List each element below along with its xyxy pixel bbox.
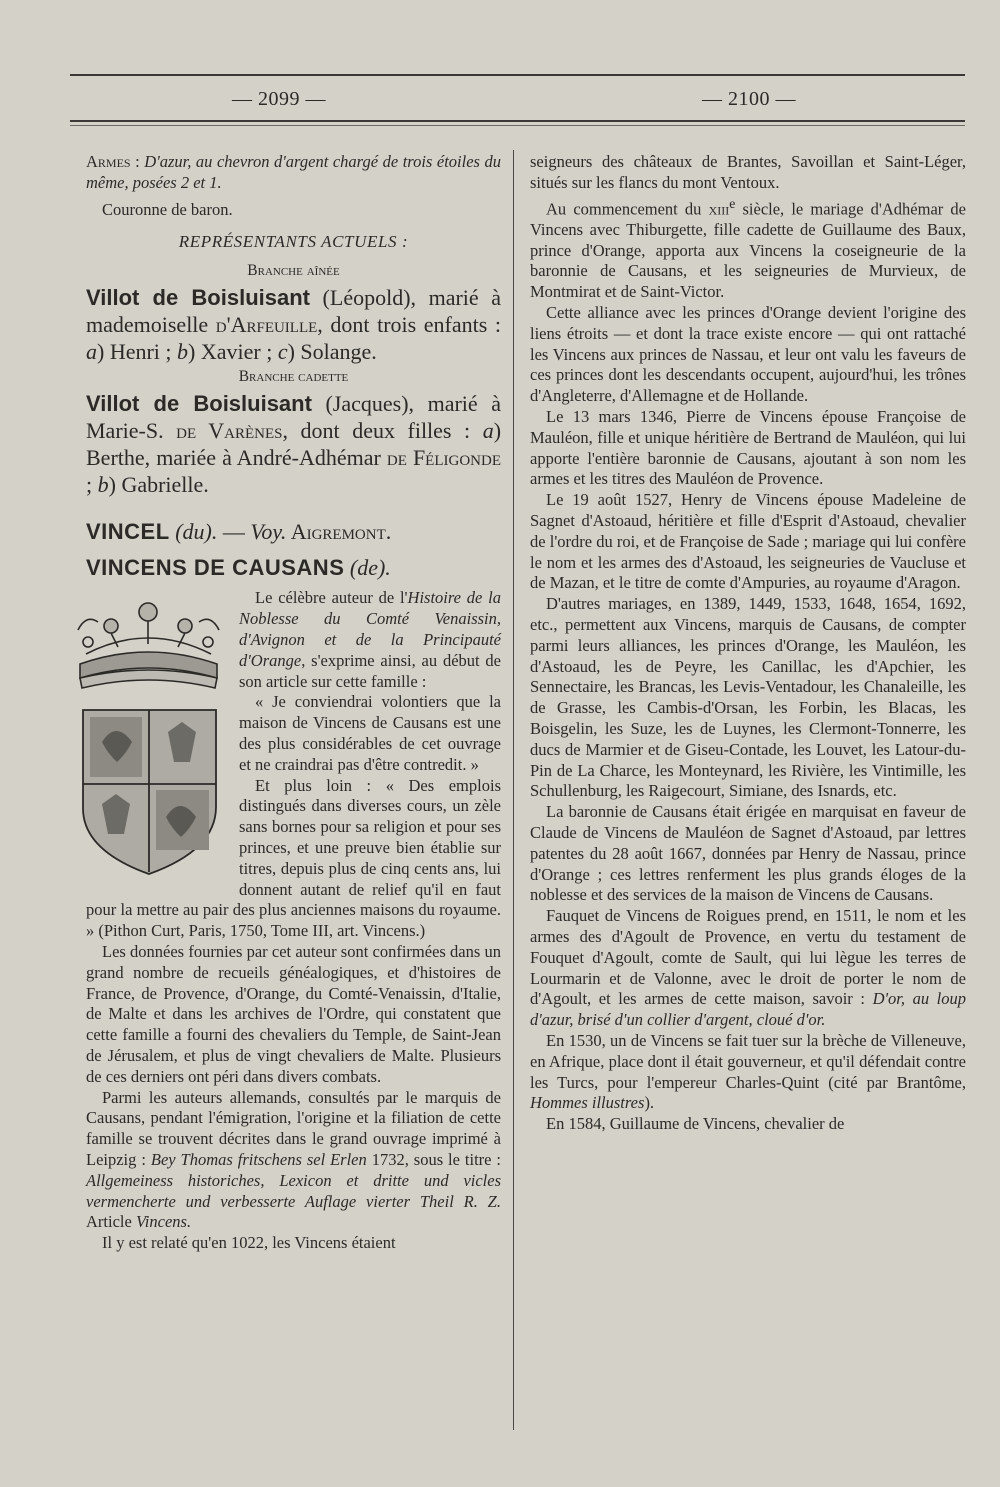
right-p9: En 1530, un de Vincens se fait tuer sur la brèche de Villeneuve, en Afrique, place dont il était gouverneur, et qu'il défendait contre les Turcs, pour l'empereur Charles-Quint (cité par Brantôme, Hommes illustres). (530, 1030, 966, 1113)
right-column (530, 152, 966, 1135)
armes-paragraph: Armes : D'azur, au chevron d'argent chargé de trois étoiles du même, posées 2 et 1. (86, 152, 501, 192)
vincens-heading: VINCENS DE CAUSANS (de). (86, 555, 391, 581)
branche-ainee: Branche aînée (247, 262, 340, 280)
header-rule-thin (70, 125, 965, 126)
right-p2: Au commencement du xiii$^e$ siècle, le mariage d'Adhémar de Vincens avec Thiburgette, fille cadette de Guillaume des Baux, prince d'Orange, apporta aux Vincens la coseigneurie de la baronnie de Causans, et les seigneuries de Murvieux, de Montmirat et de Saint-Victor. (530, 195, 967, 302)
right-page-number: — 2100 — (702, 88, 796, 110)
header-rule (70, 120, 965, 122)
villot-jacques-entry: Villot de Boisluisant (Jacques), marié à Marie-S. de Varènes, dont deux filles : a) Berthe, mariée à André-Adhémar de Féligonde ; b) Gabrielle. (86, 391, 502, 498)
last-line-left: Il y est relaté qu'en 1022, les Vincens étaient (102, 1233, 396, 1253)
coat-of-arms-icon (66, 592, 231, 882)
villot-leopold-entry: Villot de Boisluisant (Léopold), marié à mademoiselle d'Arfeuille, dont trois enfants : a) Henri ; b) Xavier ; c) Solange. (86, 285, 502, 365)
right-p4: Le 13 mars 1346, Pierre de Vincens épouse Françoise de Mauléon, fille et unique héritière de Bertrand de Mauléon, qui lui apporte l'entière baronnie de Causans, ajoutant à son nom les armes et les titres des Mauléon de Provence. (530, 407, 966, 489)
vincel-heading: VINCEL (du). — Voy. Aigremont. (86, 519, 392, 545)
coat-of-arms (66, 592, 231, 882)
representants-heading: REPRÉSENTANTS ACTUELS : (178, 232, 409, 252)
branche-cadette: Branche cadette (238, 368, 349, 386)
left-page-number: — 2099 — (232, 88, 326, 110)
right-p6: D'autres mariages, en 1389, 1449, 1533, 1648, 1654, 1692, etc., permettent aux Vincens, marquis de Causans, de compter parmi leurs alliances, les princes d'Orange, les Mauléon, les d'Astoaud, les de Peyre, les Canillac, les d'Apchier, les Sennectaire, les Brancas, les Levis-Ventadour, les Chanaleille, les de Grasse, les Cambis-d'Orsan, les Forbin, les Blacas, les Boisgelin, les Suze, les de Luynes, les Clermont-Tonnerre, les ducs de Marmier et de Giseu-Contade, les Louvet, les Latour-du-Pin de La Charce, les Monteynard, les Rivière, les Vintimille, les Schullenburg, les Raigecourt, Simiane, des Isnards, etc. (530, 594, 966, 801)
left-column (86, 152, 501, 1254)
quote-two: Et plus loin : « Des emplois distingués dans diverses cours, un zèle sans bornes pour sa religion et pour ses princes, et une preuve bien établie sur titres, depuis plus de cinq cents ans, lui donnent autant de relief qu'il en faut pour la mettre au pair des plus anciennes maisons du royaume. » (Pithon Curt, Paris, 1750, Tome III, art. Vincens.) (86, 775, 501, 941)
right-p1: seigneurs des châteaux de Brantes, Savoillan et Saint-Léger, situés sur les flancs du mont Ventoux. (530, 152, 966, 192)
right-p3: Cette alliance avec les princes d'Orange devient l'origine des liens étroits — et dont la trace existe encore — qui ont rattaché les Vincens aux princes de Nassau, et leur ont valu les faveurs de ces princes dont les descendants occupent, aujourd'hui, les trônes d'Angleterre, d'Allemagne et de Hollande. (530, 303, 966, 406)
right-p8: Fauquet de Vincens de Roigues prend, en 1511, le nom et les armes des d'Agoult de Provence, en vertu du testament de Fouquet d'Agoult, comte de Sault, qui lui lègue les terres de Lourmarin et de Valonne, avec le droit de porter le nom de d'Agoult, et les armes de cette maison, savoir : D'or, au loup d'azur, brisé d'un collier d'argent, cloué d'or. (530, 906, 966, 1030)
donnees-paragraph: Les données fournies par cet auteur sont confirmées dans un grand nombre de recueils généalogiques, et d'histoires de France, de Provence, d'Orange, du Comté-Venaissin, d'Italie, de Malte et dans les archives de l'Ordre, qui constatent que cette famille a fourni des chevaliers du Temple, de Saint-Jean de Jérusalem, et plus de vingt chevaliers de Malte. Plusieurs de ces derniers ont péri dans divers combats. (86, 941, 501, 1086)
column-divider (513, 150, 514, 1430)
right-p10: En 1584, Guillaume de Vincens, chevalier de (546, 1114, 845, 1134)
quote-one: « Je conviendrai volontiers que la maison de Vincens de Causans est une des plus considérables de cet ouvrage et ne craindrai pas d'être contredit. » (239, 692, 501, 774)
intro-paragraph: Le célèbre auteur de l'Histoire de la Noblesse du Comté Venaissin, d'Avignon et de la Principauté d'Orange, s'exprime ainsi, au début de son article sur cette famille : (239, 588, 501, 691)
couronne: Couronne de baron. (102, 199, 233, 219)
right-p5: Le 19 août 1527, Henry de Vincens épouse Madeleine de Sagnet d'Astoaud, héritière et fille d'Esprit d'Astoaud, chevalier de l'ordre du roi, et de Françoise de Sade ; mariage qui lui confère le nom et les armes des d'Astoaud, les seigneuries de Vaucluse et de Mazan, et le titre de comte d'Ampuries, au royaume d'Aragon. (530, 490, 966, 593)
allemands-paragraph: Parmi les auteurs allemands, consultés par le marquis de Causans, pendant l'émigration, l'origine et la filiation de cette famille se trouvent décrites dans le grand ouvrage imprimé à Leipzig : Bey Thomas fritschens sel Erlen 1732, sous le titre : Allgemeiness historiches, Lexicon et dritte und vicles vermencherte und verbesserte Auflage vierter Theil R. Z. Article Vincens. (86, 1087, 501, 1232)
right-p7: La baronnie de Causans était érigée en marquisat en faveur de Claude de Vincens de Mauléon de Sagnet d'Astoaud, par lettres patentes du 28 août 1667, données par Henry de Nassau, prince d'Orange ; ces lettres renferment les plus grands éloges de la noblesse et des services de la maison de Vincens de Causans. (530, 802, 966, 905)
top-rule (70, 74, 965, 76)
